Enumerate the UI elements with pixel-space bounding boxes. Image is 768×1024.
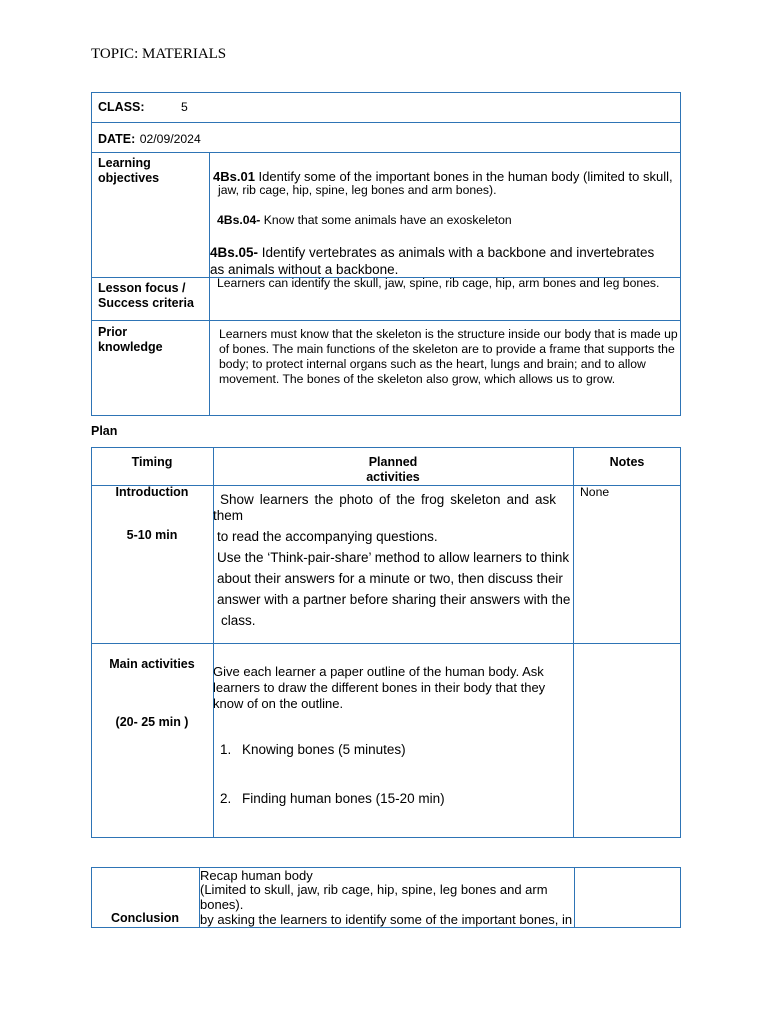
intro-time: 5-10 min — [126, 528, 178, 542]
plan-label: Plan — [91, 424, 118, 438]
main-item-1-text: Knowing bones (5 minutes) — [242, 742, 406, 757]
objective-3 — [210, 244, 680, 261]
objective-2-text: Know that some animals have an exoskeleton — [260, 213, 512, 227]
date-value: 02/09/2024 — [139, 132, 201, 146]
intro-notes: None — [580, 485, 610, 499]
objective-3-text: Identify vertebrates as animals with a backbone and invertebrates — [258, 245, 655, 260]
main-paragraph: Give each learner a paper outline of the human body. Ask learners to draw the different bones in their body that they know of on the outline. — [213, 664, 546, 711]
conclusion-line-3: bones). — [200, 897, 244, 912]
focus-label: Lesson focus / Success criteria — [98, 281, 194, 310]
main-item-2-text: Finding human bones (15-20 min) — [242, 791, 445, 806]
class-value: 5 — [181, 100, 188, 114]
class-label: CLASS: — [98, 100, 145, 114]
objective-3-code: 4Bs.05- — [210, 245, 259, 260]
main-item-2 — [220, 790, 445, 807]
conclusion-line-4: by asking the learners to identify some of the important bones, in — [200, 912, 572, 927]
prior-label: Prior knowledge — [98, 325, 163, 354]
focus-text: Learners can identify the skull, jaw, spine, rib cage, hip, arm bones and leg bones. — [217, 276, 660, 290]
date-label: DATE: — [98, 132, 136, 146]
objective-3-line2: as animals without a backbone. — [210, 262, 399, 277]
header-timing: Timing — [131, 455, 173, 469]
conclusion-title: Conclusion — [110, 911, 180, 925]
main-item-1-number: 1. — [220, 742, 232, 757]
main-item-1 — [220, 741, 406, 758]
header-notes: Notes — [609, 455, 645, 469]
main-item-2-number: 2. — [220, 791, 232, 806]
conclusion-line-2: (Limited to skull, jaw, rib cage, hip, spine, leg bones and arm — [200, 882, 548, 897]
intro-line-3: to read the accompanying questions. — [217, 529, 438, 544]
objective-2-code: 4Bs.04- — [217, 213, 261, 227]
intro-line-2: them — [213, 508, 244, 523]
intro-line-5: about their answers for a minute or two, then discuss their — [217, 571, 563, 586]
date-row — [98, 130, 201, 148]
intro-line-7: class. — [221, 613, 256, 628]
prior-text: Learners must know that the skeleton is the structure inside our body that is made up of bones. The main functions of the skeleton are to provide a frame that supports the body; to protect internal organs such as the heart, lungs and brain; and to allow movement. The bones of the skeleton also grow, which allows us to grow. — [219, 327, 678, 386]
objective-1-code: 4Bs.01 — [213, 169, 255, 184]
main-title: Main activities — [109, 657, 195, 671]
main-time: (20- 25 min ) — [115, 715, 189, 729]
intro-title: Introduction — [115, 485, 189, 499]
intro-line-4: Use the ‘Think-pair-share’ method to allow learners to think — [217, 550, 570, 565]
objectives-label: Learning objectives — [98, 156, 160, 185]
page-topic: TOPIC: MATERIALS — [91, 46, 227, 62]
objective-1-text: Identify some of the important bones in the human body (limited to skull, — [254, 169, 673, 184]
objective-2 — [217, 213, 682, 228]
conclusion-line-1: Recap human body — [200, 868, 313, 883]
intro-line-1: Show learners the photo of the frog skeleton and ask — [220, 492, 556, 507]
intro-line-6: answer with a partner before sharing their answers with the — [217, 592, 571, 607]
header-planned-activities: Planned activities — [366, 455, 420, 484]
objective-1-line2: jaw, rib cage, hip, spine, leg bones and arm bones). — [218, 183, 497, 197]
